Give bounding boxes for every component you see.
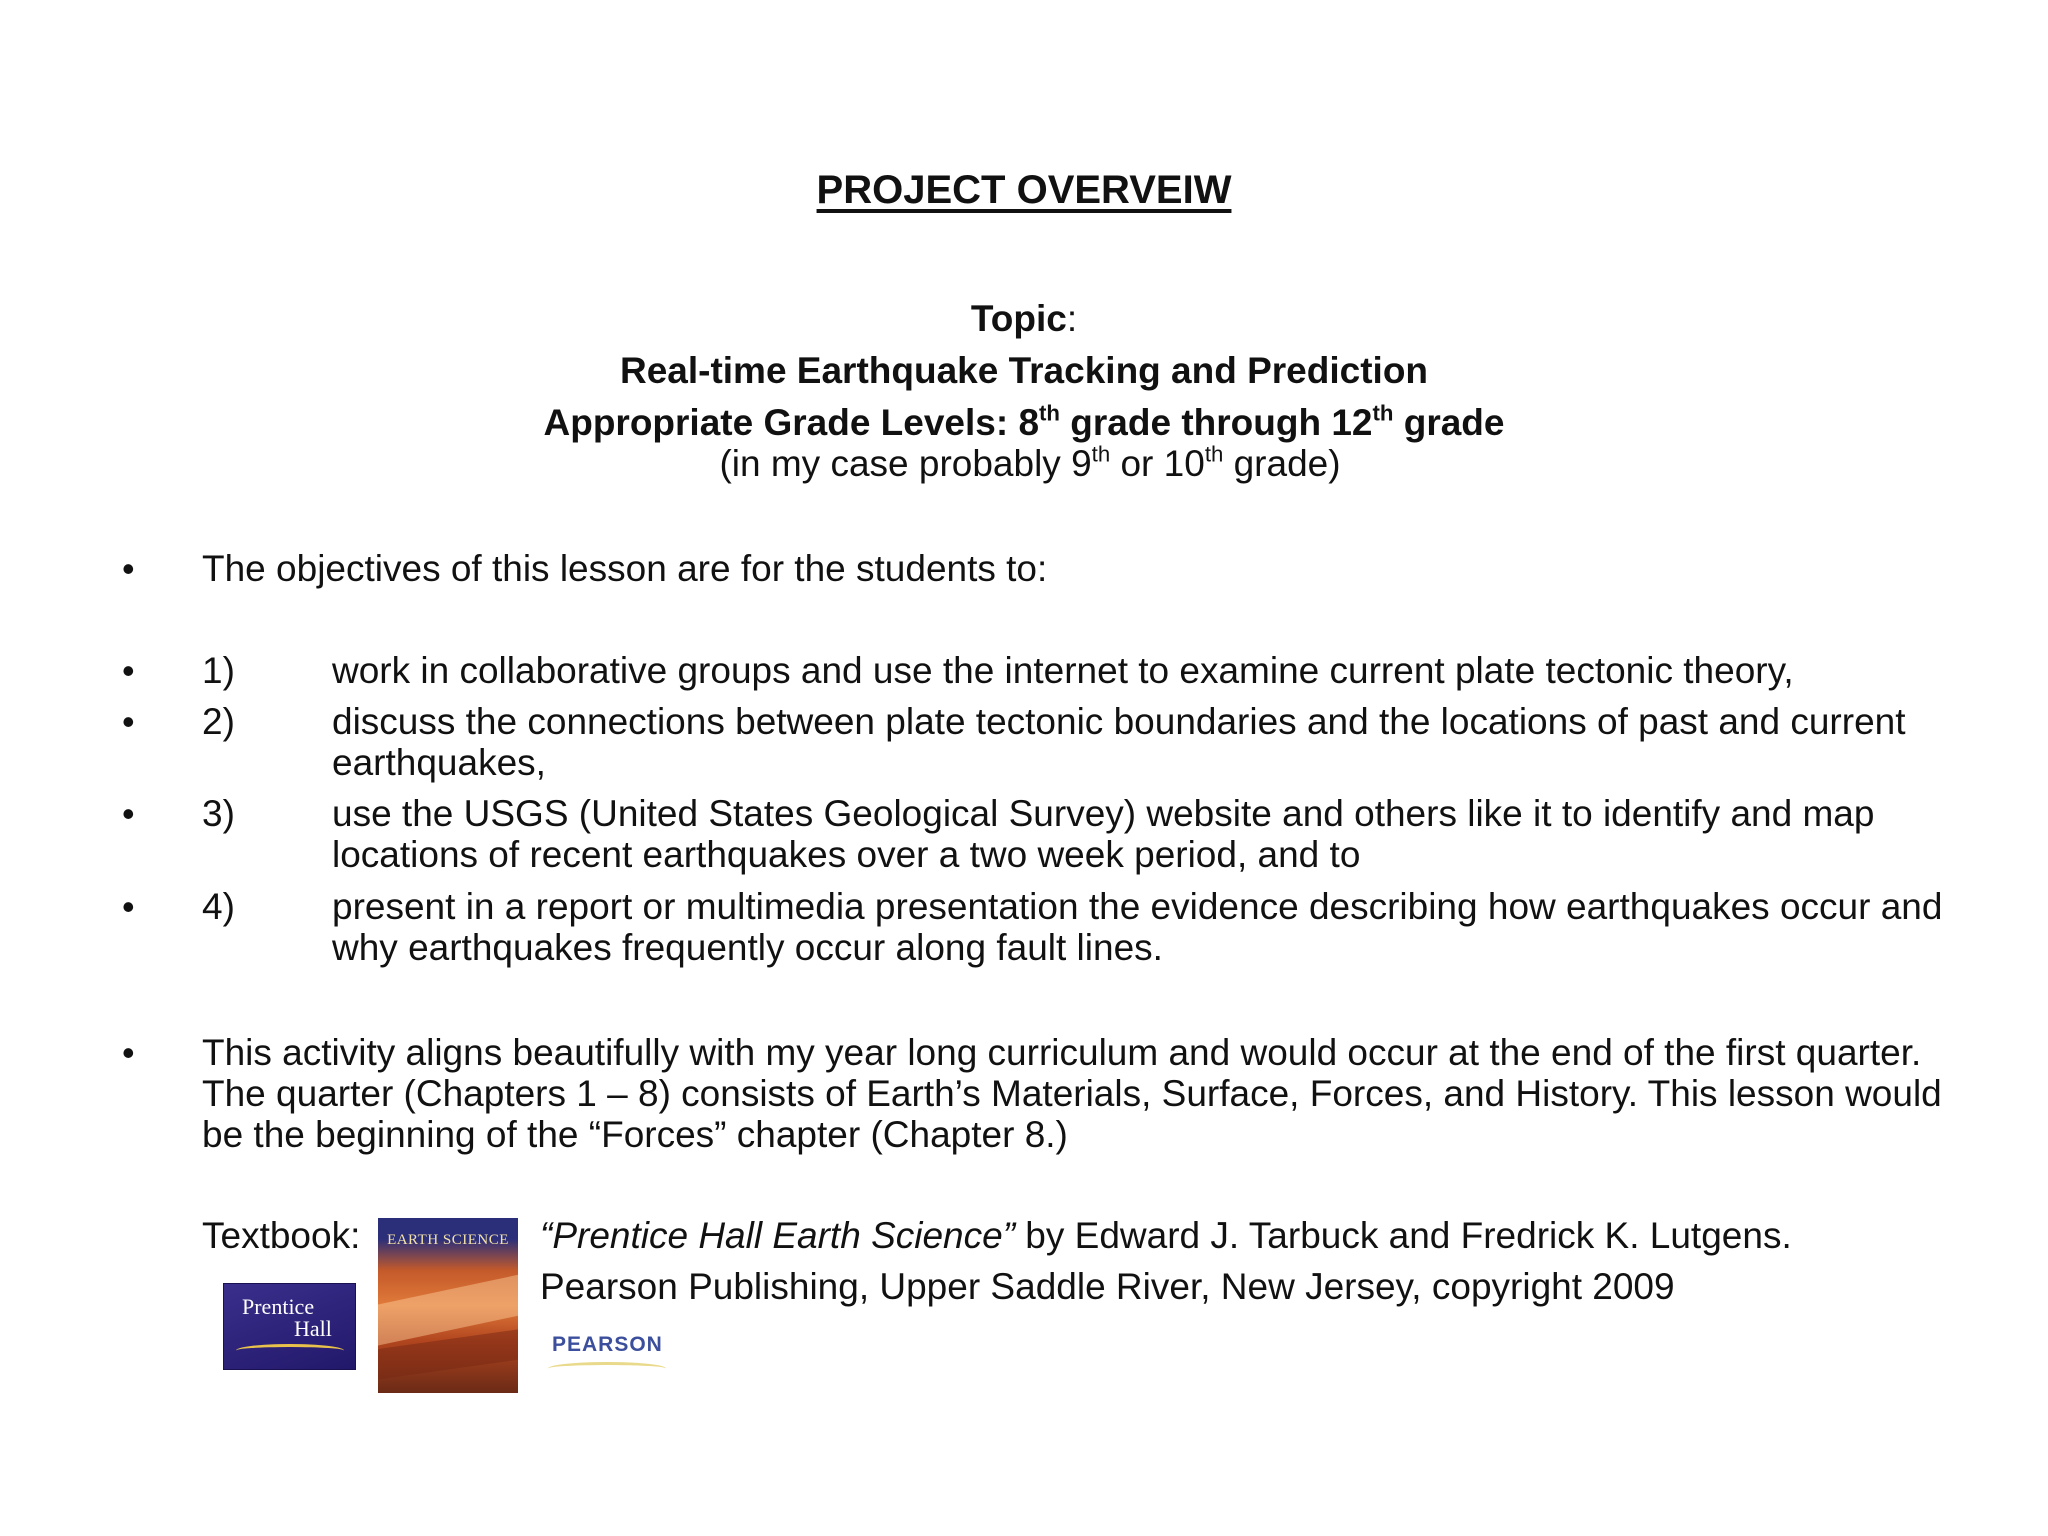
objective-text: work in collaborative groups and use the internet to examine current plate tectonic theory, <box>332 650 1794 691</box>
bullet-icon: • <box>122 1032 135 1073</box>
prentice-hall-logo-line2: Hall <box>294 1316 332 1341</box>
grade-levels-mid: grade through 12 <box>1060 402 1373 443</box>
grade-case-note <box>0 443 2048 485</box>
pearson-logo: PEARSON <box>552 1333 663 1356</box>
bullet-icon: • <box>122 548 135 589</box>
logo-swoosh <box>236 1344 344 1357</box>
case-sup-2: th <box>1204 441 1224 467</box>
case-mid: or 10 <box>1110 443 1205 484</box>
case-prefix: (in my case probably 9 <box>719 443 1092 484</box>
topic-name: Real-time Earthquake Tracking and Prediction <box>619 350 1429 391</box>
textbook-title: “Prentice Hall Earth Science” <box>540 1215 1016 1256</box>
grade-sup-1: th <box>1039 400 1060 426</box>
grade-levels-prefix: Appropriate Grade Levels: 8 <box>543 402 1040 443</box>
page-title: PROJECT OVERVEIW <box>816 168 1232 212</box>
objective-number: 3) <box>202 793 235 834</box>
textbook-label: Textbook: <box>202 1215 361 1256</box>
objectives-intro: The objectives of this lesson are for the students to: <box>202 548 1048 589</box>
prentice-hall-logo-line1: Prentice <box>242 1294 315 1319</box>
activity-paragraph: This activity aligns beautifully with my year long curriculum and would occur at the end of the first quarter. The quarter (Chapters 1 – 8) consists of Earth’s Materials, Surface, Forces, and History. This lesson would be the beginning of the “Forces” chapter (Chapter 8.) <box>202 1032 1942 1155</box>
textbook-publisher: Pearson Publishing, Upper Saddle River, New Jersey, copyright 2009 <box>540 1266 1675 1307</box>
bullet-icon: • <box>122 701 135 742</box>
objective-number: 4) <box>202 886 235 927</box>
topic-label: Topic <box>970 298 1067 339</box>
objective-number: 2) <box>202 701 235 742</box>
objective-text: discuss the connections between plate tectonic boundaries and the locations of past and current earthquakes, <box>332 701 1906 783</box>
prentice-hall-logo <box>223 1283 356 1370</box>
topic-colon: : <box>1066 298 1078 339</box>
bullet-icon: • <box>122 886 135 927</box>
cover-title: EARTH SCIENCE <box>387 1232 509 1248</box>
topic-heading <box>0 298 2048 340</box>
case-sup-1: th <box>1091 441 1111 467</box>
objective-text: present in a report or multimedia presentation the evidence describing how earthquakes occur and why earthquakes frequently occur along fault lines. <box>332 886 1943 968</box>
bullet-icon: • <box>122 650 135 691</box>
textbook-cover-image <box>378 1218 518 1393</box>
bullet-icon: • <box>122 793 135 834</box>
grade-sup-2: th <box>1372 400 1394 426</box>
case-suffix: grade) <box>1223 443 1341 484</box>
grade-levels-suffix: grade <box>1393 402 1505 443</box>
objective-number: 1) <box>202 650 235 691</box>
pearson-logo-swoosh <box>548 1362 666 1375</box>
objective-text: use the USGS (United States Geological Survey) website and others like it to identify and map locations of recent earthquakes over a two week period, and to <box>332 793 1875 875</box>
textbook-authors: by Edward J. Tarbuck and Fredrick K. Lutgens. <box>1015 1215 1792 1256</box>
grade-levels <box>0 402 2048 444</box>
textbook-citation <box>540 1215 1792 1256</box>
